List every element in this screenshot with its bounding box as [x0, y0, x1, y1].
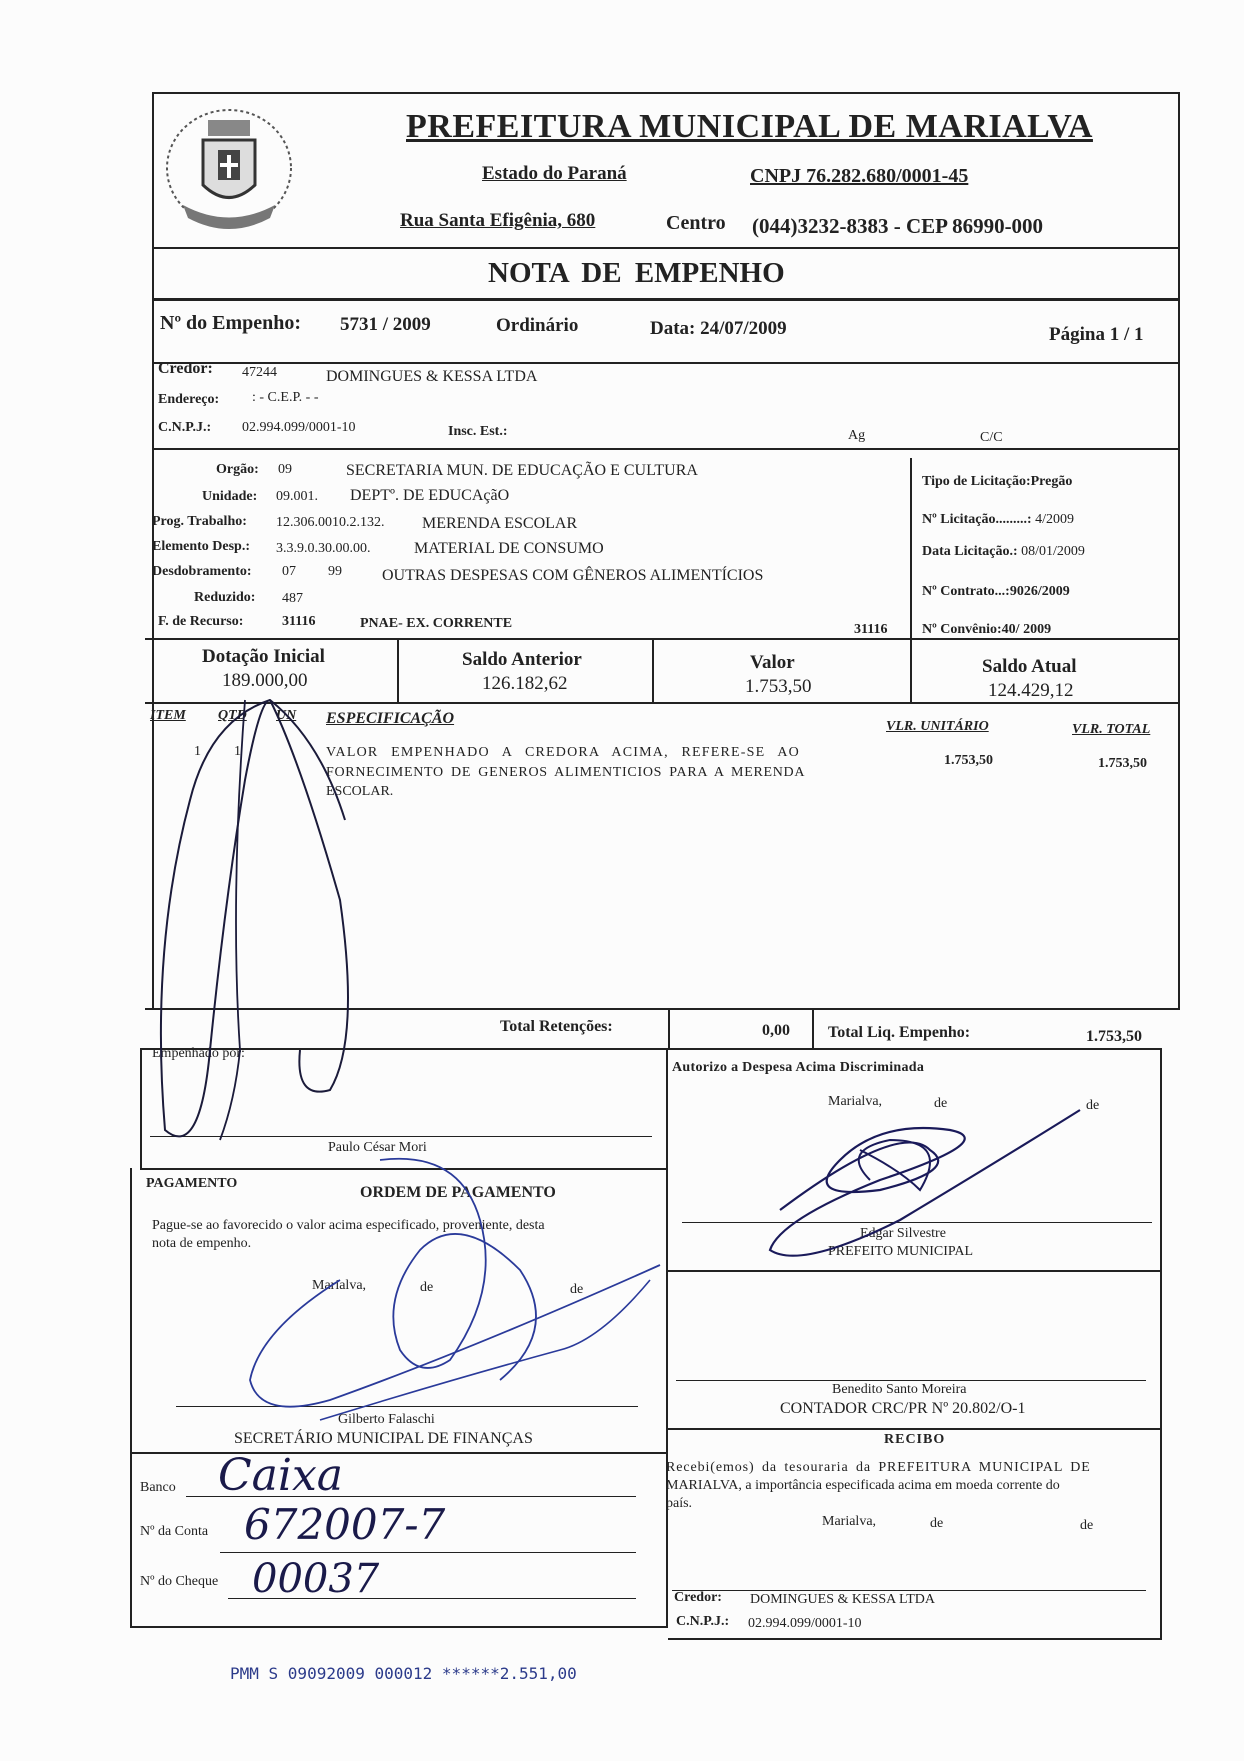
orgao-label: Orgão: — [216, 462, 259, 477]
item-total-value: 1.753,50 — [1098, 756, 1147, 771]
total-col-header: VLR. TOTAL — [1072, 722, 1151, 737]
reduzido-label: Reduzido: — [194, 590, 256, 605]
pagamento-de1: de — [420, 1280, 434, 1295]
item-col-header: ITEM — [150, 708, 186, 723]
credor-code: 47244 — [242, 365, 277, 380]
autorizo-de2: de — [1086, 1098, 1100, 1113]
prefeito-title: PREFEITO MUNICIPAL — [828, 1244, 974, 1259]
licitacao-numero — [922, 512, 1074, 528]
cnpj-value: 02.994.099/0001-10 — [242, 420, 356, 435]
credor-label: Credor: — [158, 360, 213, 377]
conta-label: Nº da Conta — [140, 1524, 209, 1539]
liq-empenho-value: 1.753,50 — [1086, 1028, 1142, 1045]
item-qtd: 1 — [234, 744, 241, 759]
banco-value: Caixa — [218, 1450, 344, 1501]
header-phone-cep: (044)3232-8383 - CEP 86990-000 — [752, 214, 1044, 238]
recibo-text-line3: país. — [666, 1496, 693, 1511]
elem-code: 3.3.9.0.30.00.00. — [276, 541, 371, 556]
unidade-label: Unidade: — [202, 489, 258, 504]
empenho-label: Nº do Empenho: — [160, 312, 302, 334]
contador-name: Benedito Santo Moreira — [832, 1382, 967, 1397]
address-label: Endereço: — [158, 392, 220, 407]
recibo-city: Marialva, — [822, 1514, 877, 1529]
header-address: Rua Santa Efigênia, 680 — [400, 210, 596, 231]
page-number: Página 1 / 1 — [1049, 324, 1144, 345]
payment-stamp: PMM S 09092009 000012 ******2.551,00 — [230, 1664, 577, 1683]
pagamento-city: Marialva, — [312, 1278, 367, 1293]
item-spec-line3: ESCOLAR. — [326, 784, 394, 799]
address-value: : - C.E.P. - - — [252, 390, 319, 405]
fonte-code-right: 31116 — [854, 622, 888, 637]
fonte-code: 31116 — [282, 614, 316, 629]
reduzido-code: 487 — [282, 591, 303, 606]
licitacao-numero-value: 4/2009 — [1035, 512, 1074, 527]
prog-label: Prog. Trabalho: — [152, 514, 247, 529]
conta-value: 672007-7 — [244, 1500, 446, 1549]
credor-name: DOMINGUES & KESSA LTDA — [326, 368, 538, 385]
cheque-value: 00037 — [252, 1556, 380, 1602]
recibo-cnpj-value: 02.994.099/0001-10 — [748, 1616, 862, 1631]
contador-title: CONTADOR CRC/PR Nº 20.802/O-1 — [780, 1400, 1026, 1417]
item-spec-line1: VALOR EMPENHADO A CREDORA ACIMA, REFERE-SE AO — [326, 745, 800, 760]
valor-label: Valor — [750, 652, 795, 673]
unit-col-header: VLR. UNITÁRIO — [886, 719, 989, 734]
recibo-text-line1: Recebi(emos) da tesouraria da PREFEITURA MUNICIPAL DE — [666, 1460, 1091, 1475]
pagamento-text-line1: Pague-se ao favorecido o valor acima especificado, proveniente, desta — [152, 1218, 545, 1233]
header-state: Estado do Paraná — [482, 163, 627, 184]
saldo-anterior-value: 126.182,62 — [482, 673, 568, 694]
coat-of-arms-logo — [158, 100, 300, 240]
autorizo-label: Autorizo a Despesa Acima Discriminada — [672, 1060, 925, 1075]
document-title: NOTA DE EMPENHO — [488, 257, 785, 289]
autorizo-city: Marialva, — [828, 1094, 883, 1109]
recibo-cnpj-label: C.N.P.J.: — [676, 1614, 730, 1629]
item-number: 1 — [194, 744, 201, 759]
retencoes-value: 0,00 — [762, 1022, 790, 1039]
cnpj-label: C.N.P.J.: — [158, 420, 212, 435]
pagamento-text-line2: nota de empenho. — [152, 1236, 252, 1251]
dotacao-inicial-value: 189.000,00 — [222, 670, 308, 691]
secretario-title: SECRETÁRIO MUNICIPAL DE FINANÇAS — [234, 1430, 533, 1447]
orgao-name: SECRETARIA MUN. DE EDUCAÇÃO E CULTURA — [346, 462, 698, 479]
licitacao-convenio: Nº Convênio:40/ 2009 — [922, 622, 1052, 637]
licitacao-data-label: Data Licitação.: — [922, 544, 1018, 559]
empenhado-por-name: Paulo César Mori — [328, 1140, 427, 1155]
prog-name: MERENDA ESCOLAR — [422, 515, 578, 532]
desd-code1: 07 — [282, 564, 296, 579]
pagamento-de2: de — [570, 1282, 584, 1297]
recibo-credor-name: DOMINGUES & KESSA LTDA — [750, 1592, 936, 1607]
header-district: Centro — [666, 212, 726, 234]
saldo-atual-value: 124.429,12 — [988, 680, 1074, 701]
licitacao-data-value: 08/01/2009 — [1021, 544, 1085, 559]
insc-est-label: Insc. Est.: — [448, 424, 508, 439]
desd-label: Desdobramento: — [152, 564, 252, 579]
ag-label: Ag — [848, 428, 866, 443]
empenho-date: Data: 24/07/2009 — [650, 318, 787, 339]
recibo-credor-label: Credor: — [674, 1590, 722, 1605]
item-unit-value: 1.753,50 — [944, 753, 993, 768]
esp-col-header: ESPECIFICAÇÃO — [326, 710, 455, 727]
elem-label: Elemento Desp.: — [152, 539, 250, 554]
saldo-anterior-label: Saldo Anterior — [462, 649, 582, 670]
empenho-number: 5731 / 2009 — [340, 314, 431, 335]
licitacao-numero-label: Nº Licitação.........: — [922, 512, 1032, 527]
cc-label: C/C — [980, 430, 1003, 445]
empenho-type: Ordinário — [496, 315, 579, 336]
saldo-atual-label: Saldo Atual — [982, 656, 1077, 677]
qtd-col-header: QTD — [218, 708, 247, 723]
pagamento-label: PAGAMENTO — [146, 1176, 238, 1191]
orgao-code: 09 — [278, 462, 292, 477]
prog-code: 12.306.0010.2.132. — [276, 515, 385, 530]
recibo-text-line2: MARIALVA, a importância especificada acima em moeda corrente do — [666, 1478, 1060, 1493]
prefeito-name: Edgar Silvestre — [860, 1226, 946, 1241]
recibo-de1: de — [930, 1516, 944, 1531]
licitacao-data — [922, 544, 1085, 560]
desd-name: OUTRAS DESPESAS COM GÊNEROS ALIMENTÍCIOS — [382, 567, 764, 584]
unidade-code: 09.001. — [276, 489, 318, 504]
item-spec-line2: FORNECIMENTO DE GENEROS ALIMENTICIOS PARA A MERENDA — [326, 765, 806, 780]
desd-code2: 99 — [328, 564, 342, 579]
recibo-de2: de — [1080, 1518, 1094, 1533]
valor-value: 1.753,50 — [745, 676, 812, 697]
empenhado-por-label: Empenhado por: — [152, 1046, 245, 1061]
header-cnpj: CNPJ 76.282.680/0001-45 — [750, 165, 969, 187]
fonte-name: PNAE- EX. CORRENTE — [360, 616, 513, 631]
retencoes-label: Total Retenções: — [500, 1018, 613, 1035]
liq-empenho-label: Total Liq. Empenho: — [828, 1024, 971, 1041]
secretario-name: Gilberto Falaschi — [338, 1412, 435, 1427]
un-col-header: UN — [276, 708, 297, 723]
fonte-label: F. de Recurso: — [158, 614, 244, 629]
ordem-pagamento-title: ORDEM DE PAGAMENTO — [360, 1184, 556, 1201]
elem-name: MATERIAL DE CONSUMO — [414, 540, 604, 557]
recibo-title: RECIBO — [884, 1432, 946, 1447]
autorizo-de1: de — [934, 1096, 948, 1111]
banco-label: Banco — [140, 1480, 176, 1495]
cheque-label: Nº do Cheque — [140, 1574, 219, 1589]
dotacao-inicial-label: Dotação Inicial — [202, 646, 325, 667]
header-title: PREFEITURA MUNICIPAL DE MARIALVA — [406, 108, 1093, 145]
unidade-name: DEPTº. DE EDUCAçãO — [350, 487, 510, 504]
licitacao-contrato: Nº Contrato...:9026/2009 — [922, 584, 1070, 599]
licitacao-tipo: Tipo de Licitação:Pregão — [922, 474, 1073, 489]
